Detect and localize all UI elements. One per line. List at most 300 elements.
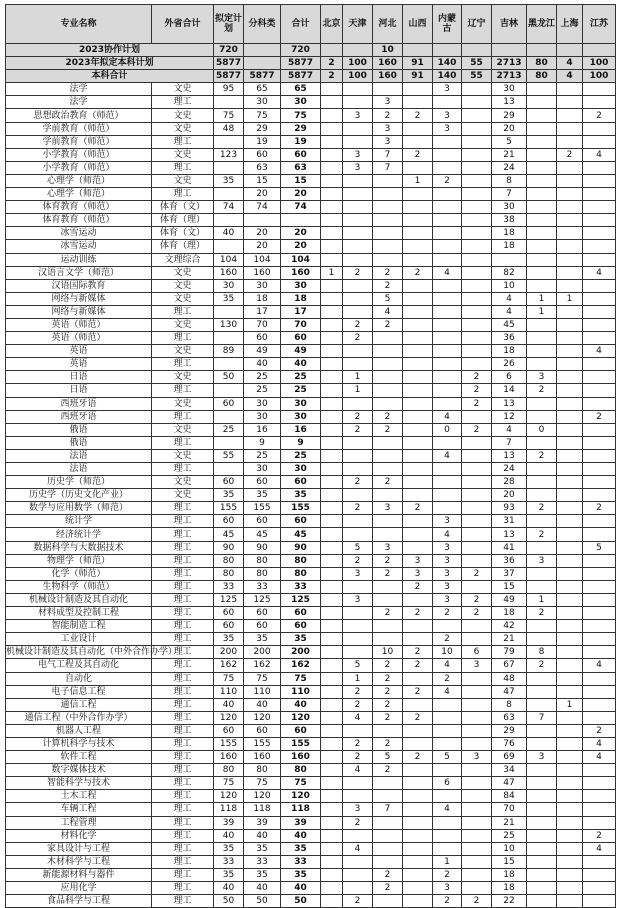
column-header: 上海 [557,5,583,44]
table-cell: 18 [244,292,281,305]
table-cell [373,842,403,855]
table-cell [343,620,373,633]
table-cell: 文史 [152,371,214,384]
table-cell: 3 [343,593,373,606]
table-cell: 2 [433,672,462,685]
major-name-cell: 学前教育（师范） [6,122,152,135]
table-cell: 125 [281,593,321,606]
table-cell: 82 [492,266,527,279]
enrollment-plan-table [5,4,616,908]
table-cell [557,201,583,214]
table-cell [321,240,343,253]
table-cell: 1 [321,266,343,279]
table-cell: 25 [281,449,321,462]
table-cell [527,96,557,109]
table-cell [462,489,492,502]
table-cell: 5 [343,541,373,554]
table-cell: 3 [343,803,373,816]
table-cell: 160 [214,751,244,764]
table-cell [583,161,616,174]
table-cell: 29 [492,724,527,737]
table-cell [557,240,583,253]
table-cell: 理工 [152,751,214,764]
table-cell [373,449,403,462]
table-cell: 3 [343,109,373,122]
table-cell: 35 [214,868,244,881]
table-cell [343,436,373,449]
table-cell [321,554,343,567]
table-cell [557,449,583,462]
table-cell [321,659,343,672]
table-cell: 40 [214,829,244,842]
table-cell: 20 [281,188,321,201]
table-cell: 理工 [152,777,214,790]
summary-cell: 5877 [281,70,321,83]
table-cell [462,410,492,423]
table-cell [214,436,244,449]
table-cell: 110 [244,685,281,698]
summary-cell [244,44,281,57]
table-cell [557,476,583,489]
table-cell [557,633,583,646]
table-cell [433,96,462,109]
table-cell: 2 [343,332,373,345]
summary-cell: 5877 [244,70,281,83]
table-cell [433,292,462,305]
table-cell: 2 [583,410,616,423]
table-cell: 50 [214,895,244,908]
table-cell [403,620,433,633]
table-cell: 4 [433,685,462,698]
table-cell: 20 [244,227,281,240]
table-cell [583,463,616,476]
table-cell: 70 [281,318,321,331]
table-cell: 125 [214,593,244,606]
table-cell [343,515,373,528]
table-cell [527,882,557,895]
table-cell: 160 [281,751,321,764]
table-cell: 35 [244,633,281,646]
table-row [6,620,616,633]
table-cell: 18 [492,868,527,881]
table-cell: 2 [373,410,403,423]
table-cell [557,279,583,292]
table-cell [321,829,343,842]
major-name-cell: 家具设计与工程 [6,842,152,855]
table-cell [403,829,433,842]
table-cell [462,737,492,750]
table-cell [433,201,462,214]
table-row [6,790,616,803]
table-cell [433,240,462,253]
table-cell: 3 [433,593,462,606]
table-cell [433,253,462,266]
table-cell [492,253,527,266]
table-cell [557,659,583,672]
table-cell: 21 [492,633,527,646]
table-cell [527,83,557,96]
table-cell: 10 [492,279,527,292]
table-cell: 2 [557,148,583,161]
table-cell: 21 [492,148,527,161]
table-cell: 20 [492,489,527,502]
table-cell [433,135,462,148]
table-cell [403,868,433,881]
table-row [6,751,616,764]
major-name-cell: 食品科学与工程 [6,895,152,908]
table-cell [527,777,557,790]
table-cell [321,410,343,423]
table-cell: 2 [373,318,403,331]
table-cell [557,423,583,436]
table-cell: 理工 [152,463,214,476]
table-cell [527,397,557,410]
table-cell: 5 [373,292,403,305]
table-cell [557,855,583,868]
table-cell [527,855,557,868]
table-cell [433,358,462,371]
table-cell [343,253,373,266]
table-cell: 1 [527,593,557,606]
table-row [6,188,616,201]
table-cell: 4 [433,528,462,541]
table-cell [343,345,373,358]
table-cell: 4 [433,449,462,462]
table-cell: 2 [343,816,373,829]
table-cell [527,580,557,593]
table-cell: 7 [373,803,403,816]
table-cell [462,855,492,868]
table-cell: 25 [244,384,281,397]
summary-cell [433,44,462,57]
table-row [6,607,616,620]
major-name-cell: 工程管理 [6,816,152,829]
table-row [6,227,616,240]
table-cell [557,724,583,737]
table-cell [433,371,462,384]
table-cell: 75 [244,672,281,685]
table-cell [583,384,616,397]
table-cell [373,895,403,908]
table-row [6,711,616,724]
table-cell [244,214,281,227]
table-cell: 2 [583,724,616,737]
table-cell: 2 [527,607,557,620]
table-cell [403,528,433,541]
table-cell: 60 [214,397,244,410]
major-name-cell: 应用化学 [6,882,152,895]
table-cell [583,790,616,803]
table-cell: 80 [281,764,321,777]
table-row [6,685,616,698]
major-name-cell: 俄语 [6,436,152,449]
summary-row [6,70,616,83]
table-cell [433,620,462,633]
table-cell: 60 [214,724,244,737]
table-cell [583,318,616,331]
table-cell: 理工 [152,436,214,449]
table-cell [462,253,492,266]
major-name-cell: 机械设计制造及其自动化 [6,593,152,606]
summary-cell: 4 [557,70,583,83]
major-name-cell: 汉语言文学（师范） [6,266,152,279]
table-cell: 35 [281,633,321,646]
table-row [6,593,616,606]
table-cell [557,96,583,109]
summary-cell: 160 [373,70,403,83]
table-cell: 文史 [152,292,214,305]
table-cell: 40 [244,358,281,371]
table-cell [403,253,433,266]
table-cell [214,135,244,148]
table-cell [321,633,343,646]
table-cell [583,188,616,201]
table-cell: 80 [244,764,281,777]
table-cell: 80 [214,764,244,777]
table-row [6,567,616,580]
table-cell [462,214,492,227]
major-name-cell: 体育教育（师范） [6,214,152,227]
table-cell [583,685,616,698]
table-cell: 75 [214,109,244,122]
table-cell: 2 [373,698,403,711]
table-cell [321,567,343,580]
table-cell: 30 [244,410,281,423]
table-row [6,332,616,345]
table-cell: 1 [343,371,373,384]
table-row [6,358,616,371]
table-cell: 15 [281,174,321,187]
table-cell [321,803,343,816]
summary-cell: 55 [462,70,492,83]
table-cell: 30 [244,279,281,292]
table-cell [583,397,616,410]
table-cell: 2 [373,476,403,489]
table-cell: 理工 [152,410,214,423]
table-cell: 2 [343,737,373,750]
table-row [6,515,616,528]
table-cell [403,633,433,646]
table-row [6,96,616,109]
table-cell: 60 [244,476,281,489]
table-cell: 1 [433,855,462,868]
table-cell: 90 [244,541,281,554]
table-cell: 84 [492,790,527,803]
table-cell [557,436,583,449]
table-cell [583,895,616,908]
table-cell: 2 [373,659,403,672]
table-cell [433,214,462,227]
summary-cell: 2 [321,70,343,83]
table-cell: 80 [281,567,321,580]
summary-cell: 160 [373,57,403,70]
table-cell: 65 [281,83,321,96]
table-cell: 16 [281,423,321,436]
table-cell: 10 [433,646,462,659]
table-cell [321,109,343,122]
table-row [6,305,616,318]
summary-cell: 720 [281,44,321,57]
table-cell: 35 [214,292,244,305]
table-cell [557,737,583,750]
table-cell: 7 [492,188,527,201]
table-cell [583,764,616,777]
table-cell: 35 [214,633,244,646]
table-cell [321,292,343,305]
major-name-cell: 英语 [6,358,152,371]
table-cell: 3 [527,554,557,567]
table-row [6,489,616,502]
table-cell [433,829,462,842]
table-row [6,724,616,737]
major-name-cell: 机械设计制造及其自动化（中外合作办学） [6,647,178,658]
table-cell: 文史 [152,449,214,462]
table-cell [557,266,583,279]
table-cell: 2 [527,502,557,515]
table-cell [462,528,492,541]
table-cell: 2 [373,685,403,698]
table-cell: 4 [373,305,403,318]
table-cell [403,855,433,868]
summary-cell [492,44,527,57]
table-cell: 2 [403,685,433,698]
table-cell: 2 [373,554,403,567]
table-row [6,803,616,816]
table-cell: 60 [214,476,244,489]
table-cell: 22 [492,895,527,908]
table-cell [373,371,403,384]
table-row [6,83,616,96]
table-cell: 4 [433,803,462,816]
table-cell: 75 [244,109,281,122]
table-cell: 2 [583,829,616,842]
table-row [6,842,616,855]
table-cell: 75 [281,109,321,122]
table-cell: 理工 [152,711,214,724]
table-cell [343,528,373,541]
table-cell [321,751,343,764]
table-cell [373,174,403,187]
table-cell [373,515,403,528]
table-cell: 4 [433,659,462,672]
table-cell: 2 [462,567,492,580]
table-cell: 89 [214,345,244,358]
table-cell [583,279,616,292]
table-cell: 理工 [152,332,214,345]
table-cell: 理工 [152,698,214,711]
table-cell [214,384,244,397]
table-cell: 理工 [152,829,214,842]
table-cell [462,724,492,737]
table-cell [462,279,492,292]
table-cell: 2 [403,266,433,279]
table-row [6,528,616,541]
table-cell: 4 [492,423,527,436]
table-cell: 30 [492,83,527,96]
table-cell: 1 [527,292,557,305]
table-cell: 80 [244,567,281,580]
table-cell [462,161,492,174]
table-cell: 33 [244,580,281,593]
table-cell [462,476,492,489]
table-cell [373,593,403,606]
table-cell: 19 [244,135,281,148]
table-cell: 体育（理） [152,214,214,227]
table-cell: 30 [281,463,321,476]
table-row [6,201,616,214]
table-cell: 理工 [152,816,214,829]
table-cell [321,122,343,135]
table-cell [373,358,403,371]
table-cell: 25 [281,371,321,384]
table-cell [321,253,343,266]
table-cell: 文史 [152,476,214,489]
table-cell: 104 [244,253,281,266]
table-cell: 93 [492,502,527,515]
table-cell [403,895,433,908]
table-cell [433,842,462,855]
table-cell: 200 [281,646,321,659]
table-cell: 理工 [152,515,214,528]
table-cell: 3 [433,83,462,96]
table-cell: 49 [281,345,321,358]
table-cell: 8 [527,646,557,659]
table-cell [557,358,583,371]
table-cell [557,174,583,187]
table-cell: 文史 [152,266,214,279]
table-cell [321,161,343,174]
table-cell: 6 [433,777,462,790]
table-cell: 34 [492,764,527,777]
table-cell: 130 [214,318,244,331]
table-cell [557,842,583,855]
major-name-cell: 英语（师范） [6,318,152,331]
major-name-cell: 历史学（师范） [6,476,152,489]
table-cell [527,698,557,711]
table-cell: 60 [244,515,281,528]
major-name-cell: 数字媒体技术 [6,764,152,777]
table-cell: 60 [281,332,321,345]
table-cell: 理工 [152,135,214,148]
table-cell [557,122,583,135]
summary-cell [527,44,557,57]
table-cell: 理工 [152,541,214,554]
table-cell: 37 [492,567,527,580]
table-cell: 2 [583,109,616,122]
table-cell [321,371,343,384]
summary-cell: 5877 [281,57,321,70]
table-cell: 25 [244,449,281,462]
table-header-row [6,5,616,44]
table-cell: 70 [492,803,527,816]
table-cell [373,528,403,541]
major-name-cell: 机器人工程 [6,724,152,737]
table-cell: 74 [281,201,321,214]
table-cell [343,829,373,842]
table-cell: 120 [244,711,281,724]
table-cell [321,882,343,895]
major-name-cell: 运动训练 [6,253,152,266]
major-name-cell: 英语（师范） [6,332,152,345]
table-cell [527,685,557,698]
table-cell [403,790,433,803]
table-cell [321,489,343,502]
summary-cell: 5877 [214,70,244,83]
major-name-cell: 心理学（师范） [6,174,152,187]
table-cell [321,96,343,109]
table-cell [403,423,433,436]
table-cell: 160 [214,266,244,279]
